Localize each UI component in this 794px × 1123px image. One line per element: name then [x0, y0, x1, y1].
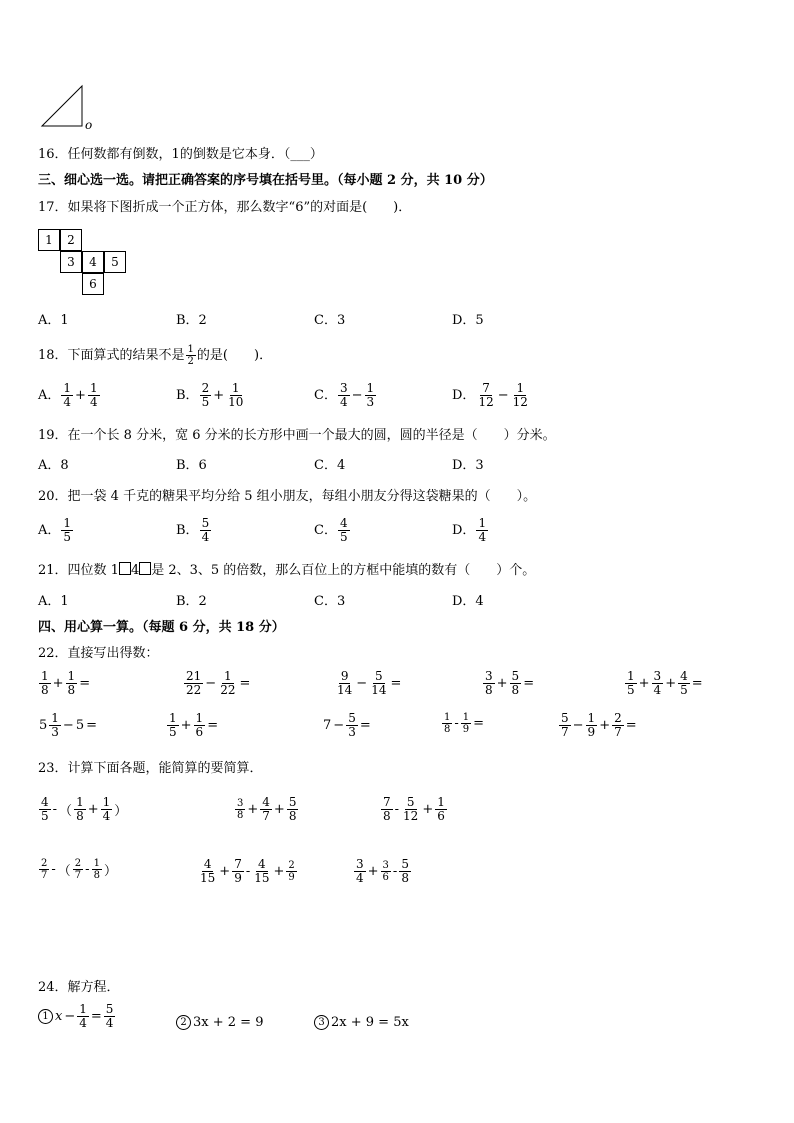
q23-expr-4: $\frac{2}{7}$ - （ $\frac{2}{7}$ - $\frac{1}{8}$ ）: [41, 858, 117, 881]
q18-suffix: 的是( )．: [196, 347, 273, 363]
circled-number-2: 2: [176, 1015, 191, 1030]
q23-expr-2: $\frac{3}{8}$ + $\frac{4}{7}$ + $\frac{5}{8}$: [237, 795, 297, 823]
q23-expr-1: $\frac{4}{5}$ - （ $\frac{1}{8}$ + $\frac{1}{4}$ ）: [41, 795, 128, 823]
q22-text: 22．直接写出得数：: [38, 646, 159, 661]
q21-option-c: C．3: [314, 594, 346, 609]
net-cell-2: 2: [60, 229, 82, 251]
blank-box: [119, 562, 131, 575]
q24-equation-3: 3 2x + 9 = 5x: [314, 1015, 410, 1030]
q17-option-c: C．3: [314, 313, 346, 328]
q18-half-fraction: $\frac{1}{2}$: [187, 344, 194, 367]
q20-option-d: D． $\frac{1}{4}$: [452, 516, 487, 544]
q17-text: 17．如果将下图折成一个正方体，那么数字“6”的对面是( )．: [38, 200, 412, 215]
q21-option-d: D．4: [452, 594, 484, 609]
q18-option-b: B． $\frac{2}{5}$ + $\frac{1}{10}$: [176, 381, 244, 409]
q23-expr-3: $\frac{7}{8}$ - $\frac{5}{12}$ + $\frac{1}{6}$: [383, 795, 445, 823]
q18-prefix: 18．下面算式的结果不是: [38, 347, 185, 363]
q17-option-a: A．1: [38, 313, 69, 328]
q22-item-2: $\frac{21}{22}$ − $\frac{1}{22}$ =: [186, 669, 251, 697]
figure-label: o: [85, 118, 93, 132]
q22-item-1: $\frac{1}{8}$ + $\frac{1}{8}$ =: [41, 669, 91, 697]
q19-text: 19．在一个长 8 分米，宽 6 分米的长方形中画一个最大的圆，圆的半径是（ ）分米。: [38, 428, 556, 443]
circled-number-3: 3: [314, 1015, 329, 1030]
q24-equation-1: 1 x − $\frac{1}{4}$ = $\frac{5}{4}$: [38, 1003, 116, 1030]
q22-item-9: $\frac{1}{8}$ - $\frac{1}{9}$ =: [444, 712, 485, 735]
q22-item-3: $\frac{9}{14}$ − $\frac{5}{14}$ =: [337, 669, 402, 697]
q22-item-4: $\frac{3}{8}$ + $\frac{5}{8}$ =: [485, 669, 535, 697]
q19-option-b: B．6: [176, 458, 207, 473]
net-cell-4: 4: [82, 251, 104, 273]
q17-option-d: D．5: [452, 313, 484, 328]
q20-option-c: C． $\frac{4}{5}$: [314, 516, 348, 544]
q18-question: [38, 344, 272, 367]
q22-item-5: $\frac{1}{5}$ + $\frac{3}{4}$ + $\frac{4}{5}$ =: [627, 669, 703, 697]
net-cell-1: 1: [38, 229, 60, 251]
q23-expr-5: $\frac{4}{15}$ + $\frac{7}{9}$ - $\frac{4}{15}$ + $\frac{2}{9}$: [200, 857, 295, 885]
section4-heading: 四、用心算一算。（每题 6 分，共 18 分）: [38, 620, 285, 635]
net-cell-5: 5: [104, 251, 126, 273]
q21-option-b: B．2: [176, 594, 207, 609]
q19-option-c: C．4: [314, 458, 346, 473]
q22-item-7: $\frac{1}{5}$ + $\frac{1}{6}$ =: [169, 711, 219, 739]
q24-equation-2: 2 3x + 2 = 9: [176, 1015, 264, 1030]
net-cell-6: 6: [82, 273, 104, 295]
q18-option-a: A． $\frac{1}{4}$ + $\frac{1}{4}$: [38, 381, 98, 409]
q18-option-d: D． $\frac{7}{12}$ − $\frac{1}{12}$: [452, 381, 528, 409]
q18-option-c: C． $\frac{3}{4}$ − $\frac{1}{3}$: [314, 381, 375, 409]
circled-number-1: 1: [38, 1009, 53, 1024]
q23-expr-6: $\frac{3}{4}$ + $\frac{3}{6}$ - $\frac{5}{8}$: [356, 857, 409, 885]
q17-option-b: B．2: [176, 313, 207, 328]
q20-option-a: A． $\frac{1}{5}$: [38, 516, 72, 544]
q19-option-a: A．8: [38, 458, 69, 473]
q19-option-d: D．3: [452, 458, 484, 473]
net-cell-3: 3: [60, 251, 82, 273]
section3-heading: 三、细心选一选。请把正确答案的序号填在括号里。（每小题 2 分，共 10 分）: [38, 173, 493, 188]
q16-text: 16．任何数都有倒数，1的倒数是它本身．（___）: [38, 147, 323, 162]
q20-text: 20．把一袋 4 千克的糖果平均分给 5 组小朋友，每组小朋友分得这袋糖果的（ ）。: [38, 489, 537, 504]
triangle-figure: [38, 82, 88, 130]
q21-text: 21．四位数 1 4 是 2、3、5 的倍数，那么百位上的方框中能填的数有（ ）个。: [38, 563, 536, 578]
q22-item-8: 7 − $\frac{5}{3}$ =: [323, 711, 371, 739]
q24-text: 24．解方程．: [38, 980, 120, 995]
blank-box: [139, 562, 151, 575]
q21-option-a: A．1: [38, 594, 69, 609]
q22-item-10: $\frac{5}{7}$ − $\frac{1}{9}$ + $\frac{2}{7}$ =: [561, 711, 637, 739]
q22-item-6: 5 $\frac{1}{3}$ − 5 =: [39, 711, 98, 739]
q23-text: 23．计算下面各题，能简算的要简算．: [38, 761, 263, 776]
q20-option-b: B． $\frac{5}{4}$: [176, 516, 210, 544]
